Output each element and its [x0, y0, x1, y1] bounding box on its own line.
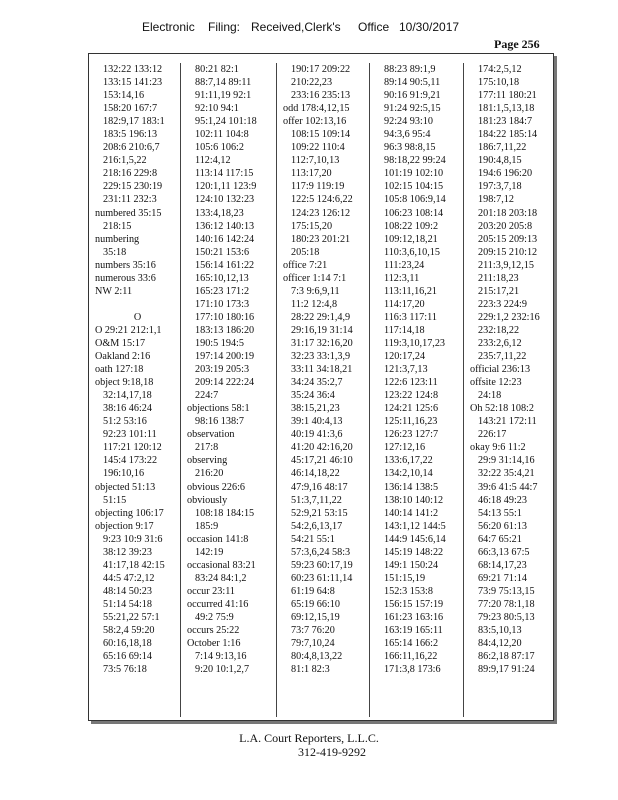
index-line: 175:15,20 — [291, 220, 333, 232]
index-line: 114:17,20 — [384, 298, 425, 310]
index-entry: numbering — [95, 233, 140, 245]
index-entry: NW 2:11 — [95, 285, 133, 297]
index-line: 51:15 — [103, 494, 127, 506]
index-line: 224:7 — [195, 390, 219, 402]
header-date: 10/30/2017 — [399, 20, 460, 34]
index-line: 94:3,6 95:4 — [384, 129, 431, 141]
index-line: 46:18 49:23 — [478, 494, 527, 506]
index-line: 171:3,8 173:6 — [384, 664, 441, 676]
index-line: 116:3 117:11 — [384, 311, 437, 323]
index-line: 66:3,13 67:5 — [478, 546, 530, 558]
index-line: 101:19 102:10 — [384, 168, 444, 180]
index-line: 134:2,10,14 — [384, 468, 433, 480]
index-line: 152:3 153:8 — [384, 585, 433, 597]
index-line: 69:12,15,19 — [291, 611, 340, 623]
index-entry: occurs 25:22 — [187, 625, 240, 637]
index-line: 102:15 104:15 — [384, 181, 444, 193]
index-line: 57:3,6,24 58:3 — [291, 546, 351, 558]
index-line: 122:6 123:11 — [384, 377, 438, 389]
index-line: 190:17 209:22 — [291, 64, 351, 75]
index-column-5 — [464, 63, 553, 717]
index-line: 52:9,21 53:15 — [291, 507, 348, 519]
index-line: 86:2,18 87:17 — [478, 651, 535, 663]
index-line: 165:10,12,13 — [195, 272, 249, 284]
index-line: 123:22 124:8 — [384, 390, 439, 402]
index-column-4 — [370, 63, 464, 717]
index-line: 177:10 180:16 — [195, 311, 255, 323]
index-line: 126:23 127:7 — [384, 429, 439, 441]
index-line: 65:19 66:10 — [291, 598, 340, 610]
index-line: 194:6 196:20 — [478, 168, 533, 180]
index-line: 198:7,12 — [478, 194, 514, 206]
page-number: Page 256 — [494, 37, 540, 51]
index-line: 102:11 104:8 — [195, 129, 249, 141]
index-line: 108:15 109:14 — [291, 129, 351, 141]
index-entry: obviously — [187, 494, 228, 506]
index-line: 58:2,4 59:20 — [103, 625, 155, 637]
index-line: 218:15 — [103, 220, 132, 232]
index-entry: okay 9:6 11:2 — [470, 442, 526, 454]
index-entry: occasion 141:8 — [187, 533, 249, 545]
index-entry — [95, 298, 180, 311]
index-line: 84:4,12,20 — [478, 638, 522, 650]
index-line: 171:10 173:3 — [195, 298, 250, 310]
index-line: 197:3,7,18 — [478, 181, 522, 193]
index-line: 208:6 210:6,7 — [103, 142, 160, 154]
index-line: 158:20 167:7 — [103, 103, 158, 115]
index-line: 235:7,11,22 — [478, 351, 527, 363]
index-line: 185:9 — [195, 520, 219, 532]
index-line: 105:6 106:2 — [195, 142, 244, 154]
index-line: 48:14 50:23 — [103, 585, 152, 597]
index-line: 28:22 29:1,4,9 — [291, 311, 351, 323]
index-line: 41:20 42:16,20 — [291, 442, 353, 454]
index-line: 51:14 54:18 — [103, 598, 152, 610]
index-line: 125:11,16,23 — [384, 416, 438, 428]
index-column-2 — [181, 63, 277, 717]
index-line: 181:23 184:7 — [478, 116, 533, 128]
index-entry: office 7:21 — [283, 259, 328, 271]
index-line: 117:21 120:12 — [103, 442, 162, 454]
index-line: 216:20 — [195, 468, 224, 480]
index-line: 209:15 210:12 — [478, 246, 538, 258]
index-column-1 — [89, 63, 181, 717]
index-line: 121:3,7,13 — [384, 364, 428, 376]
index-line: 81:1 82:3 — [291, 664, 330, 676]
index-line: 109:12,18,21 — [384, 233, 438, 245]
index-line: 184:22 185:14 — [478, 129, 538, 141]
index-line: 60:16,18,18 — [103, 638, 152, 650]
index-line: 210:22,23 — [291, 77, 333, 89]
index-line: 108:22 109:2 — [384, 220, 439, 232]
index-line: 65:16 69:14 — [103, 651, 152, 663]
index-line: 112:7,10,13 — [291, 155, 340, 167]
index-line: 31:17 32:16,20 — [291, 337, 353, 349]
index-line: 182:9,17 183:1 — [103, 116, 165, 128]
index-line: 96:3 98:8,15 — [384, 142, 436, 154]
index-line: 190:4,8,15 — [478, 155, 522, 167]
index-entry: O 29:21 212:1,1 — [95, 324, 162, 336]
index-line: 124:21 125:6 — [384, 403, 439, 415]
index-line: 83:5,10,13 — [478, 625, 522, 637]
index-entry: numerous 33:6 — [95, 272, 156, 284]
index-line: 91:11,19 92:1 — [195, 90, 252, 102]
index-line: 231:11 232:3 — [103, 194, 157, 206]
index-line: 140:16 142:24 — [195, 233, 255, 245]
index-line: 79:7,10,24 — [291, 638, 335, 650]
index-line: 109:22 110:4 — [291, 142, 345, 154]
index-line: 35:18 — [103, 246, 127, 258]
index-line: 79:23 80:5,13 — [478, 611, 535, 623]
index-line: 133:15 141:23 — [103, 77, 163, 89]
index-line: 56:20 61:13 — [478, 520, 527, 532]
index-line: 88:23 89:1,9 — [384, 64, 436, 75]
index-entry: occurred 41:16 — [187, 598, 249, 610]
index-line: 150:21 153:6 — [195, 246, 250, 258]
index-line: 7:3 9:6,9,11 — [291, 285, 340, 297]
index-line: 69:21 71:14 — [478, 572, 527, 584]
index-line: 41:17,18 42:15 — [103, 559, 165, 571]
index-line: 203:19 205:3 — [195, 364, 250, 376]
index-line: 29:9 31:14,16 — [478, 455, 535, 467]
index-line: 113:17,20 — [291, 168, 332, 180]
index-line: 117:14,18 — [384, 324, 425, 336]
index-line: 140:14 141:2 — [384, 507, 439, 519]
index-line: 124:23 126:12 — [291, 207, 351, 219]
index-line: 98:18,22 99:24 — [384, 155, 446, 167]
index-line: 177:11 180:21 — [478, 90, 537, 102]
index-line: 138:10 140:12 — [384, 494, 444, 506]
index-line: 32:23 33:1,3,9 — [291, 351, 351, 363]
index-line: 33:11 34:18,21 — [291, 364, 353, 376]
index-line: 51:3,7,11,22 — [291, 494, 342, 506]
index-line: 54:2,6,13,17 — [291, 520, 343, 532]
index-line: 51:2 53:16 — [103, 416, 147, 428]
index-entry: offsite 12:23 — [470, 377, 522, 389]
index-line: 197:14 200:19 — [195, 351, 255, 363]
index-line: 151:15,19 — [384, 572, 426, 584]
index-line: 29:16,19 31:14 — [291, 324, 353, 336]
index-line: 80:4,8,13,22 — [291, 651, 343, 663]
index-line: 60:23 61:11,14 — [291, 572, 353, 584]
index-entry: objected 51:13 — [95, 481, 156, 493]
index-line: 142:19 — [195, 546, 224, 558]
index-line: 183:5 196:13 — [103, 129, 158, 141]
index-entry: October 1:16 — [187, 638, 241, 650]
index-line: 113:14 117:15 — [195, 168, 254, 180]
index-line: 153:14,16 — [103, 90, 145, 102]
index-line: 205:15 209:13 — [478, 233, 538, 245]
index-line: 229:15 230:19 — [103, 181, 163, 193]
index-line: 106:23 108:14 — [384, 207, 444, 219]
index-line: 183:13 186:20 — [195, 324, 255, 336]
index-line: 136:14 138:5 — [384, 481, 439, 493]
index-line: 89:9,17 91:24 — [478, 664, 535, 676]
index-line: 215:17,21 — [478, 285, 520, 297]
index-line: 205:18 — [291, 246, 320, 258]
index-line: 47:9,16 48:17 — [291, 481, 348, 493]
index-entry: observing — [187, 455, 228, 467]
index-line: 180:23 201:21 — [291, 233, 351, 245]
index-line: 89:14 90:5,11 — [384, 77, 441, 89]
index-line: 38:12 39:23 — [103, 546, 152, 558]
index-line: 156:14 161:22 — [195, 259, 255, 271]
index-column-3 — [277, 63, 370, 717]
index-entry: occur 23:11 — [187, 585, 235, 597]
index-line: 209:14 222:24 — [195, 377, 255, 389]
index-line: 45:17,21 46:10 — [291, 455, 353, 467]
index-entry: O&M 15:17 — [95, 337, 146, 349]
index-line: 165:23 171:2 — [195, 285, 250, 297]
index-box — [88, 53, 554, 721]
index-line: 92:24 93:10 — [384, 116, 433, 128]
index-line: 9:20 10:1,2,7 — [195, 664, 250, 676]
index-line: 73:9 75:13,15 — [478, 585, 535, 597]
index-line: 156:15 157:19 — [384, 598, 444, 610]
index-entry: officer 1:14 7:1 — [283, 272, 347, 284]
index-line: 161:23 163:16 — [384, 611, 444, 623]
index-line: 73:7 76:20 — [291, 625, 335, 637]
index-line: 133:6,17,22 — [384, 455, 433, 467]
index-line: 124:10 132:23 — [195, 194, 255, 206]
index-line: 61:19 64:8 — [291, 585, 335, 597]
index-entry: odd 178:4,12,15 — [283, 103, 350, 115]
index-line: 190:5 194:5 — [195, 337, 244, 349]
index-line: 174:2,5,12 — [478, 64, 522, 75]
index-line: 59:23 60:17,19 — [291, 559, 353, 571]
index-entry: official 236:13 — [470, 364, 531, 376]
index-line: 88:7,14 89:11 — [195, 77, 252, 89]
index-line: 80:21 82:1 — [195, 64, 239, 75]
index-line: 44:5 47:2,12 — [103, 572, 155, 584]
index-line: 201:18 203:18 — [478, 207, 538, 219]
index-line: 196:10,16 — [103, 468, 145, 480]
index-line: 163:19 165:11 — [384, 625, 443, 637]
index-line: 127:12,16 — [384, 442, 426, 454]
index-line: 108:18 184:15 — [195, 507, 255, 519]
index-line: 32:22 35:4,21 — [478, 468, 535, 480]
index-line: 73:5 76:18 — [103, 664, 147, 676]
index-line: 83:24 84:1,2 — [195, 572, 247, 584]
header-office: Office — [358, 20, 390, 34]
index-line: 35:24 36:4 — [291, 390, 335, 402]
header-filing: Filing: — [208, 20, 241, 34]
index-line: 111:23,24 — [384, 259, 425, 271]
index-line: 90:16 91:9,21 — [384, 90, 441, 102]
index-line: 95:1,24 101:18 — [195, 116, 257, 128]
index-line: 92:10 94:1 — [195, 103, 239, 115]
index-line: 49:2 75:9 — [195, 611, 234, 623]
index-line: 145:4 173:22 — [103, 455, 158, 467]
index-line: 64:7 65:21 — [478, 533, 522, 545]
index-line: 54:21 55:1 — [291, 533, 335, 545]
index-entry: obvious 226:6 — [187, 481, 246, 493]
index-line: 39:6 41:5 44:7 — [478, 481, 538, 493]
index-entry: observation — [187, 429, 235, 441]
index-line: 186:7,11,22 — [478, 142, 527, 154]
index-line: 11:2 12:4,8 — [291, 298, 338, 310]
index-line: 77:20 78:1,18 — [478, 598, 535, 610]
index-line: 216:1,5,22 — [103, 155, 147, 167]
index-line: 218:16 229:8 — [103, 168, 158, 180]
index-line: 113:11,16,21 — [384, 285, 438, 297]
index-line: 166:11,16,22 — [384, 651, 438, 663]
index-line: 145:19 148:22 — [384, 546, 444, 558]
index-entry: oath 127:18 — [95, 364, 144, 376]
index-line: 34:24 35:2,7 — [291, 377, 343, 389]
index-line: 120:1,11 123:9 — [195, 181, 257, 193]
index-line: 217:8 — [195, 442, 219, 454]
index-entry: objection 9:17 — [95, 520, 154, 532]
index-line: 226:17 — [478, 429, 507, 441]
index-line: 143:21 172:11 — [478, 416, 537, 428]
index-line: 132:22 133:12 — [103, 64, 163, 75]
index-line: 55:21,22 57:1 — [103, 611, 160, 623]
index-line: 122:5 124:6,22 — [291, 194, 353, 206]
index-line: 91:24 92:5,15 — [384, 103, 441, 115]
index-line: 92:23 101:11 — [103, 429, 157, 441]
index-entry: occasional 83:21 — [187, 559, 256, 571]
index-entry: object 9:18,18 — [95, 377, 154, 389]
index-entry: offer 102:13,16 — [283, 116, 347, 128]
index-entry: numbers 35:16 — [95, 259, 156, 271]
index-line: 143:1,12 144:5 — [384, 520, 446, 532]
index-line: 112:3,11 — [384, 272, 420, 284]
index-line: 203:20 205:8 — [478, 220, 533, 232]
index-entry: Oh 52:18 108:2 — [470, 403, 534, 415]
footer-company: L.A. Court Reporters, L.L.C. — [239, 731, 379, 745]
index-line: 54:13 55:1 — [478, 507, 522, 519]
index-entry: objecting 106:17 — [95, 507, 164, 519]
index-entry: numbered 35:15 — [95, 207, 162, 219]
index-line: 38:15,21,23 — [291, 403, 340, 415]
index-line: 133:4,18,23 — [195, 207, 244, 219]
index-line: 112:4,12 — [195, 155, 231, 167]
index-line: 7:14 9:13,16 — [195, 651, 247, 663]
index-entry: objections 58:1 — [187, 403, 250, 415]
index-line: 233:2,6,12 — [478, 337, 522, 349]
index-line: 24:18 — [478, 390, 502, 402]
header-received: Received,Clerk's — [251, 20, 341, 34]
index-line: 120:17,24 — [384, 351, 426, 363]
index-line: 165:14 166:2 — [384, 638, 439, 650]
index-line: 98:16 138:7 — [195, 416, 244, 428]
index-line: 40:19 41:3,6 — [291, 429, 343, 441]
index-line: 232:18,22 — [478, 324, 520, 336]
index-line: 181:1,5,13,18 — [478, 103, 535, 115]
filing-header — [0, 20, 618, 38]
index-line: 233:16 235:13 — [291, 90, 351, 102]
index-line: 39:1 40:4,13 — [291, 416, 343, 428]
index-line: 9:23 10:9 31:6 — [103, 533, 163, 545]
footer — [0, 731, 618, 759]
index-line: 211:3,9,12,15 — [478, 259, 534, 271]
index-line: 223:3 224:9 — [478, 298, 527, 310]
section-letter: O — [133, 311, 142, 323]
index-line: 46:14,18,22 — [291, 468, 340, 480]
index-line: 38:16 46:24 — [103, 403, 152, 415]
index-line: 175:10,18 — [478, 77, 520, 89]
index-line: 110:3,6,10,15 — [384, 246, 440, 258]
index-line: 229:1,2 232:16 — [478, 311, 540, 323]
footer-phone: 312-419-9292 — [298, 745, 366, 759]
index-line: 211:18,23 — [478, 272, 519, 284]
index-line: 68:14,17,23 — [478, 559, 527, 571]
index-line: 136:12 140:13 — [195, 220, 255, 232]
index-line: 119:3,10,17,23 — [384, 337, 446, 349]
index-line: 144:9 145:6,14 — [384, 533, 446, 545]
index-line: 149:1 150:24 — [384, 559, 439, 571]
index-line: 32:14,17,18 — [103, 390, 152, 402]
header-electronic: Electronic — [142, 20, 195, 34]
index-entry: Oakland 2:16 — [95, 351, 151, 363]
index-line: 105:8 106:9,14 — [384, 194, 446, 206]
index-line: 117:9 119:19 — [291, 181, 345, 193]
